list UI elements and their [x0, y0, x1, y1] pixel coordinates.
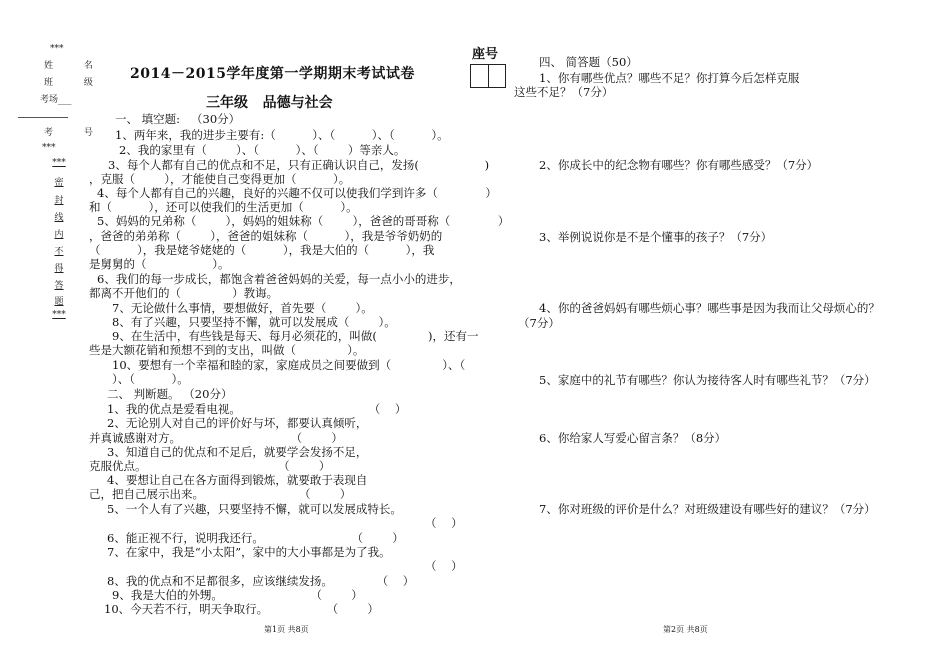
seal-line-char: 得 [54, 264, 64, 274]
question-line: ，爸爸的弟弟称（ ），爸爸的姐妹称（ ），我是爷爷奶奶的 [89, 229, 443, 243]
question-line: 4、每个人都有自己的兴趣，良好的兴趣不仅可以使我们学到许多（ ） [97, 186, 497, 200]
question-line: 10、要想有一个幸福和睦的家，家庭成员之间要做到（ ）、（ [112, 358, 466, 372]
page-number-left: 第1页 共8页 [264, 625, 309, 634]
question-line: 是舅舅的（ ）。 [89, 257, 230, 271]
seal-line-char: 内 [54, 230, 64, 240]
seal-line-char: *** [52, 158, 66, 168]
question-line: 5、一个人有了兴趣，只要坚持不懈，就可以发展成特长。 [107, 502, 402, 516]
seal-line-char: 题 [54, 297, 64, 307]
seat-cell[interactable] [471, 65, 489, 87]
seal-line-char: 密 [54, 178, 64, 188]
question-line: 克服优点。 （ ） [89, 459, 331, 473]
seal-line-char: 封 [54, 196, 64, 206]
question-line: 6、我们的每一步成长，都饱含着爸爸妈妈的关爱，每一点小小的进步， [97, 272, 461, 286]
exam-subtitle: 三年级 品德与社会 [206, 95, 333, 111]
seat-cell[interactable] [489, 65, 506, 87]
question-line: 己，把自己展示出来。 （ ） [89, 487, 352, 501]
short-answer-question: 1、你有哪些优点？哪些不足？你打算今后怎样克服 [539, 71, 800, 85]
question-line: 9、我是大伯的外甥。 （ ） [112, 588, 363, 602]
answer-bracket: （ ） [425, 516, 463, 530]
short-answer-question: 2、你成长中的纪念物有哪些？你有哪些感受？（7分） [539, 158, 819, 172]
short-answer-question: 4、你的爸爸妈妈有哪些烦心事？哪些事是因为我而让父母烦心的？ [539, 301, 880, 315]
question-line: 3、知道自己的优点和不足后，就要学会发扬不足， [107, 445, 368, 459]
question-line: 2、无论别人对自己的评价好与坏，都要认真倾听， [107, 416, 368, 430]
question-line: 8、有了兴趣，只要坚持不懈，就可以发展成（ ）。 [112, 315, 396, 329]
question-line: 4、要想让自己在各方面得到锻炼，就要敢于表现自 [107, 473, 368, 487]
seat-number-box[interactable] [470, 64, 506, 88]
seal-line-char: 线 [54, 213, 64, 223]
question-line: ，克服（ ），才能使自己变得更加（ ）。 [89, 172, 351, 186]
page-number-right: 第2页 共8页 [663, 625, 708, 634]
question-line: 6、能正视不行，说明我还行。 （ ） [107, 531, 404, 545]
short-answer-section-title: 四、 简答题（50） [539, 55, 638, 69]
question-line: 5、妈妈的兄弟称（ ），妈妈的姐妹称（ ），爸爸的哥哥称（ ） [97, 214, 510, 228]
fill-section-title: 一、 填空题: （30分） [115, 112, 241, 126]
question-line: 1、我的优点是爱看电视。 （ ） [107, 402, 407, 416]
short-answer-question: （7分） [518, 316, 560, 330]
exam-title: 2014－2015学年度第一学期期末考试试卷 [130, 66, 415, 82]
question-line: 10、今天若不行，明天争取行。 （ ） [104, 602, 379, 616]
seal-line-char: 答 [54, 281, 64, 291]
question-line: 1、两年来，我的进步主要有:（ ）、（ ）、（ ）。 [115, 128, 449, 142]
question-line: 3、每个人都有自己的优点和不足，只有正确认识自己，发扬( ) [108, 158, 490, 172]
question-line: 7、在家中，我是“小太阳”，家中的大小事都是为了我。 [107, 545, 391, 559]
answer-bracket: （ ） [425, 559, 463, 573]
divider-line [18, 117, 68, 118]
short-answer-question: 6、你给家人写爱心留言条？（8分） [539, 431, 727, 445]
seat-number-label: 座号 [472, 47, 499, 62]
question-line: 9、在生活中，有些钱是每天、每月必须花的，叫做( )，还有一 [112, 329, 479, 343]
question-line: 都离不开他们的（ ）教诲。 [89, 286, 279, 300]
question-line: ）、（ ）。 [112, 372, 189, 386]
seal-line-char: *** [52, 310, 66, 320]
short-answer-question: 这些不足？（7分） [514, 85, 614, 99]
question-line: 7、无论做什么事情，要想做好，首先要（ ）。 [112, 301, 373, 315]
short-answer-question: 7、你对班级的评价是什么？对班级建设有哪些好的建议？（7分） [539, 502, 876, 516]
question-line: 并真诚感谢对方。 （ ） [89, 431, 343, 445]
judge-section-title: 二、 判断题。 （20分） [107, 387, 233, 401]
question-line: 和（ ），还可以使我们的生活更加（ ）。 [89, 200, 358, 214]
question-line: （ ），我是姥爷姥姥的（ ），我是大伯的（ ），我 [89, 243, 435, 257]
question-line: 8、我的优点和不足都很多，应该继续发扬。 （ ） [107, 574, 415, 588]
sidebar-stars-mid: *** [42, 143, 56, 153]
seal-line-char: 不 [54, 247, 64, 257]
short-answer-question: 5、家庭中的礼节有哪些？你认为接待客人时有哪些礼节？（7分） [539, 373, 876, 387]
question-line: 2、我的家里有（ ）、（ ）、（ ）等亲人。 [119, 143, 406, 157]
question-line: 些是大额花销和预想不到的支出，叫做（ ）。 [89, 343, 365, 357]
name-label: 姓 名 [44, 61, 107, 71]
exam-no-label: 考 号 [44, 128, 107, 138]
exam-room-label: 考场___ [40, 95, 72, 105]
short-answer-question: 3、举例说说你是不是个懂事的孩子？（7分） [539, 230, 773, 244]
sidebar-stars-top: *** [50, 44, 64, 54]
class-label: 班 级 [44, 78, 107, 88]
